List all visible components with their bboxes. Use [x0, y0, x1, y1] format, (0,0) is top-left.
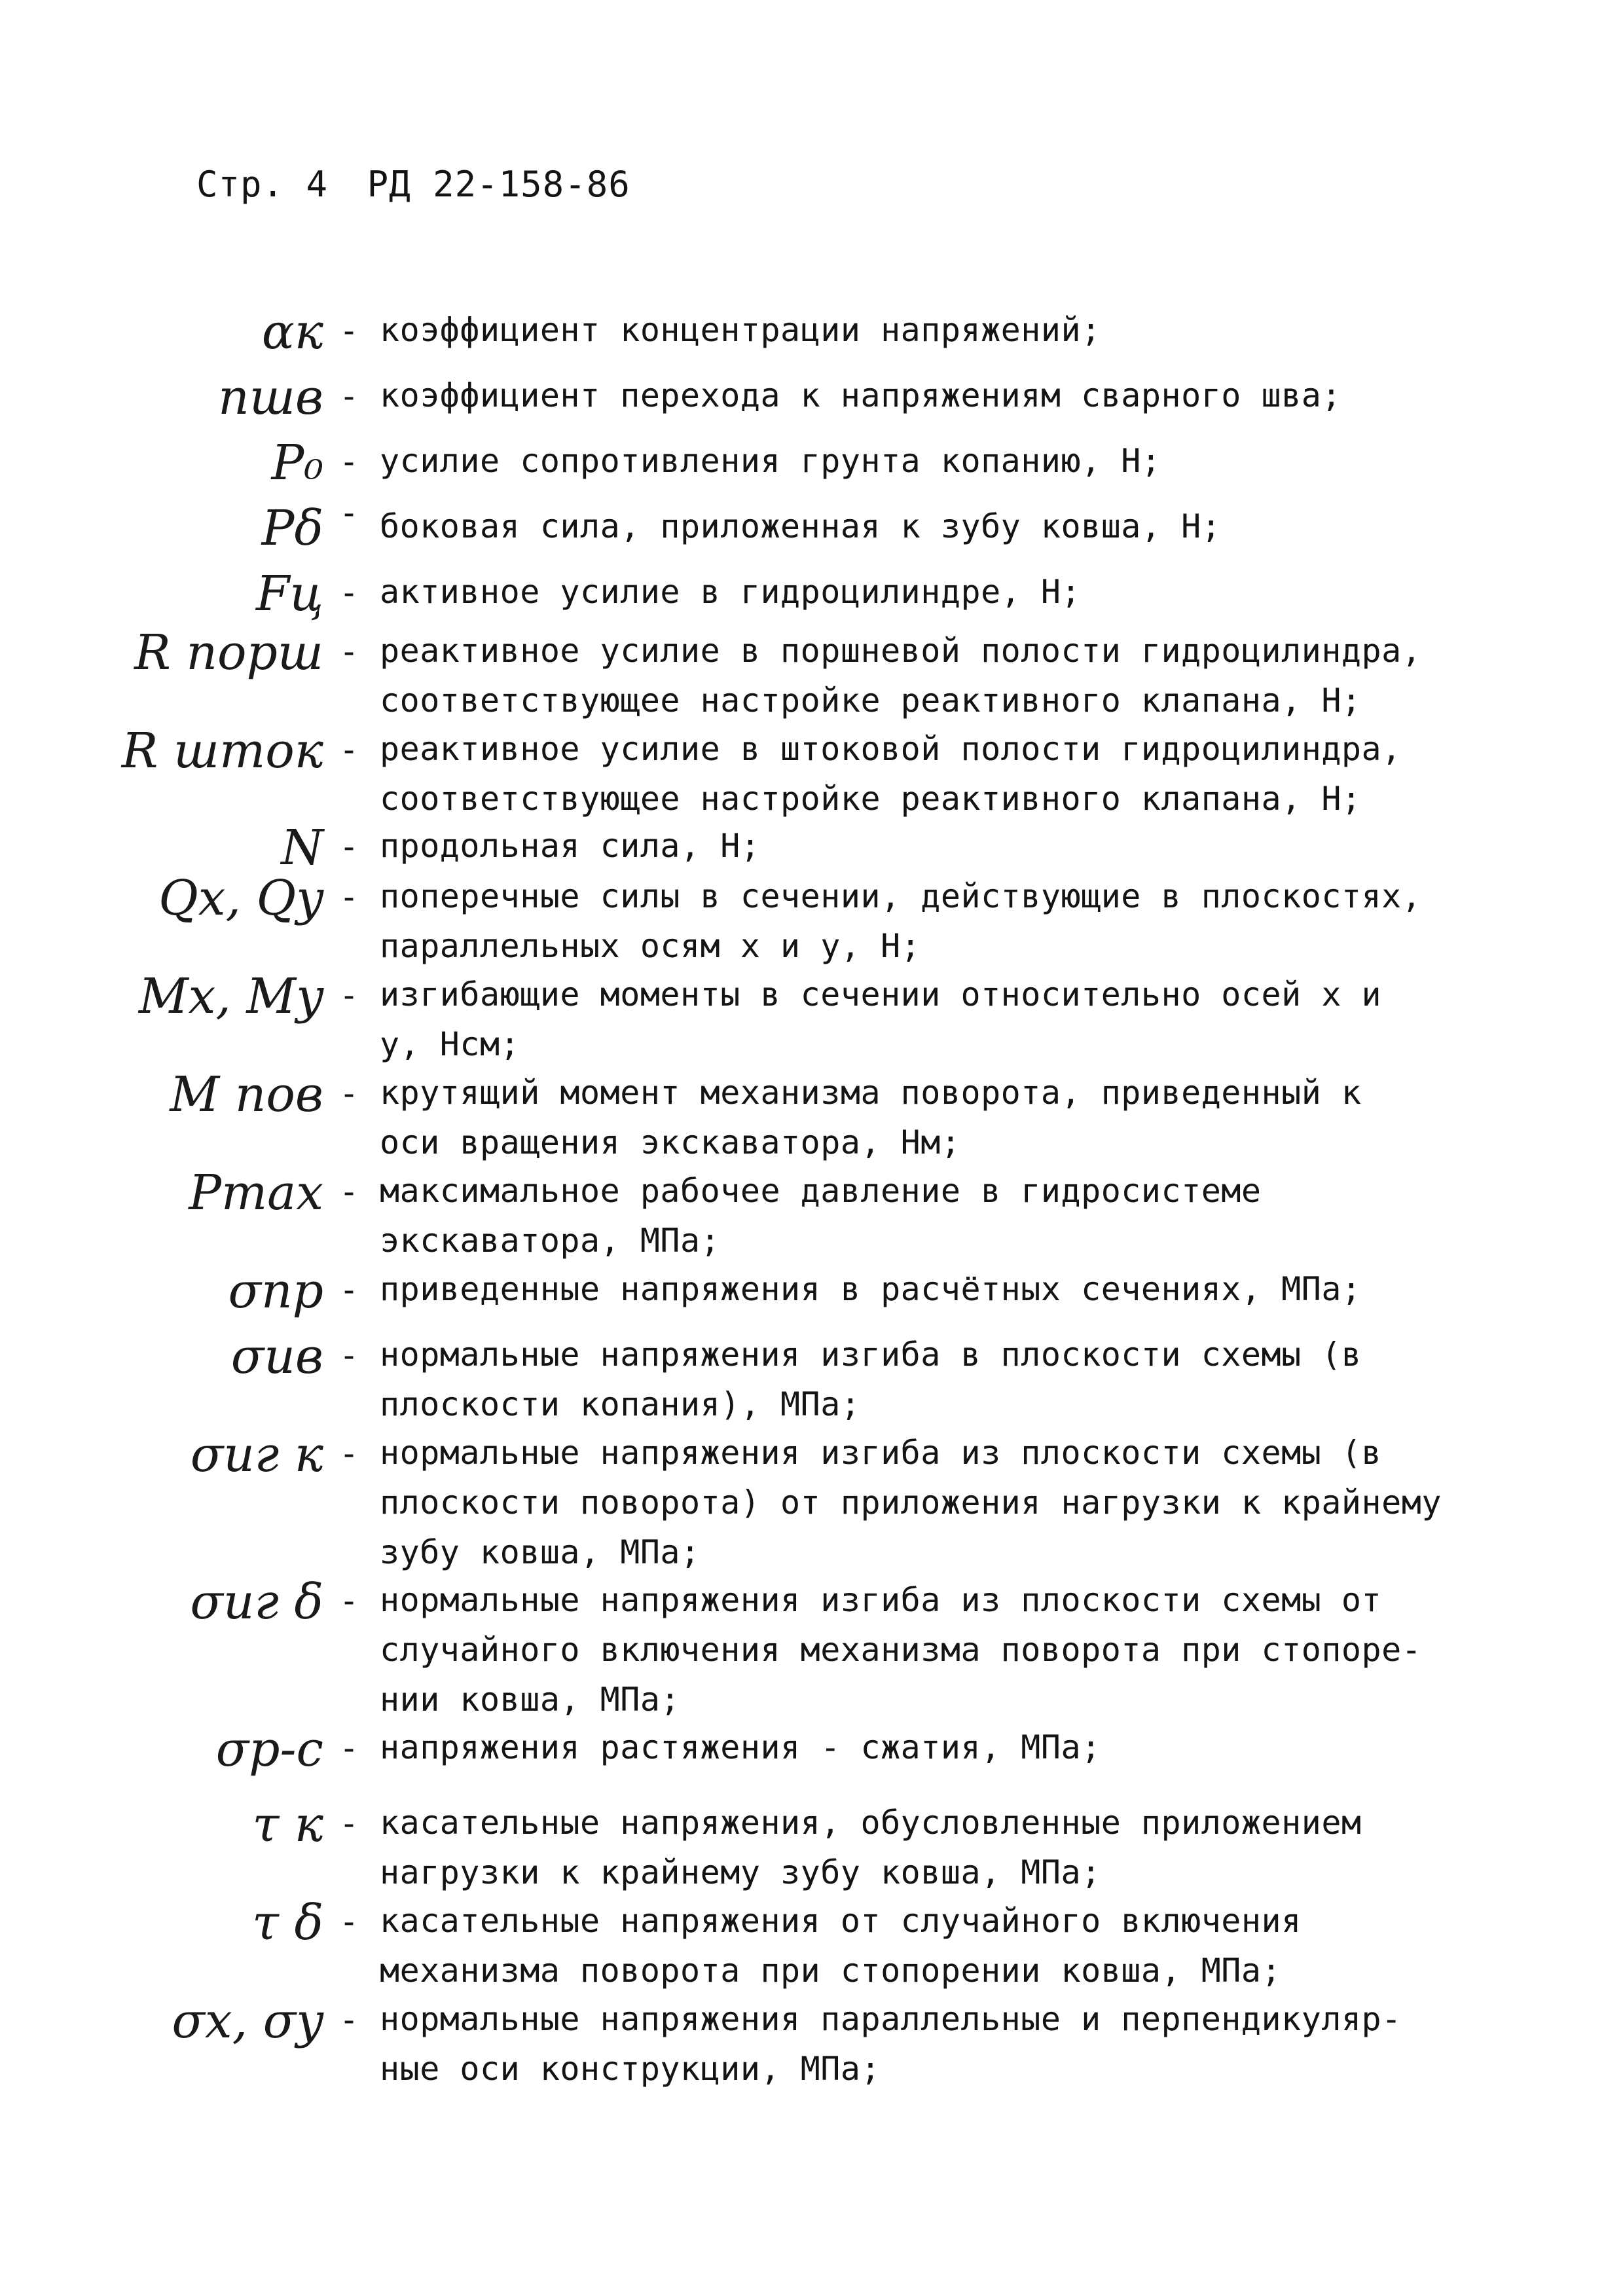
definition: нормальные напряжения изгиба из плоскости схемы (в плоскости поворота) от приложения нагрузки к крайнему зубу ковша, МПа; [380, 1434, 1442, 1571]
dash: - [339, 1729, 359, 1767]
definition: крутящий момент механизма поворота, приведенный к оси вращения экскаватора, Нм; [380, 1074, 1362, 1161]
symbol: nшв [218, 369, 323, 426]
definition: максимальное рабочее давление в гидросистеме экскаватора, МПа; [380, 1172, 1262, 1260]
dash: - [339, 976, 359, 1014]
dash: - [339, 1804, 359, 1842]
dash: - [339, 828, 359, 866]
symbol: Pδ [261, 500, 323, 556]
definition: нормальные напряжения изгиба из плоскости схемы от случайного включения механизма поворота при стопоре- нии ковша, МПа; [380, 1581, 1422, 1719]
dash: - [339, 1173, 359, 1211]
dash: - [339, 443, 359, 481]
page-header [196, 164, 647, 205]
definition: изгибающие моменты в сечении относительно осей x и у, Нсм; [380, 975, 1382, 1063]
dash: - [339, 2001, 359, 2039]
symbol: τ к [252, 1796, 323, 1853]
symbol: P₀ [271, 435, 323, 491]
symbol: σиг δ [190, 1574, 323, 1630]
symbol: αк [261, 304, 323, 360]
dash: - [339, 731, 359, 769]
definition: касательные напряжения, обусловленные приложением нагрузки к крайнему зубу ковша, МПа; [380, 1804, 1362, 1891]
definition: напряжения растяжения - сжатия, МПа; [380, 1728, 1101, 1766]
dash: - [339, 632, 359, 670]
symbol: Fц [256, 566, 323, 622]
dash: - [339, 574, 359, 611]
definition: коэффициент перехода к напряжениям сварного шва; [380, 376, 1341, 414]
definition: реактивное усилие в поршневой полости гидроцилиндра, соответствующее настройке реактивного клапана, Н; [380, 632, 1422, 720]
symbol: R порш [134, 625, 323, 681]
definition: приведенные напряжения в расчётных сечениях, МПа; [380, 1270, 1362, 1308]
symbol: σпр [228, 1263, 323, 1319]
definition: коэффициент концентрации напряжений; [380, 311, 1101, 349]
symbol: N [281, 820, 323, 876]
definition: касательные напряжения от случайного включения механизма поворота при стопорении ковша, МПа; [380, 1902, 1302, 1990]
dash: - [339, 377, 359, 415]
definition: активное усилие в гидроцилиндре, Н; [380, 573, 1082, 611]
symbol: σр-с [215, 1721, 323, 1777]
dash: - [339, 312, 359, 350]
symbol: τ δ [251, 1895, 323, 1951]
definition: реактивное усилие в штоковой полости гидроцилиндра, соответствующее настройке реактивного клапана, Н; [380, 730, 1402, 818]
symbol: σив [230, 1328, 323, 1385]
dash: - [339, 1434, 359, 1472]
symbol: Pmax [189, 1165, 323, 1221]
symbol: σx, σy [172, 1993, 323, 2049]
dash: - [339, 494, 359, 532]
symbol: R шток [121, 723, 323, 779]
definition: нормальные напряжения изгиба в плоскости схемы (в плоскости копания), МПа; [380, 1336, 1362, 1423]
dash: - [339, 1336, 359, 1374]
definition: боковая сила, приложенная к зубу ковша, Н; [380, 507, 1222, 545]
definition: продольная сила, Н; [380, 827, 761, 865]
page-number-label: Стр. 4 [196, 164, 329, 205]
dash: - [339, 1582, 359, 1620]
document-code: РД 22-158-86 [367, 164, 630, 205]
dash: - [339, 878, 359, 916]
definition: нормальные напряжения параллельные и перпендикуляр- ные оси конструкции, МПа; [380, 2000, 1402, 2088]
symbol: Qx, Qy [158, 870, 323, 926]
symbol: σиг к [190, 1427, 323, 1483]
definition: усилие сопротивления грунта копанию, Н; [380, 442, 1161, 480]
dash: - [339, 1271, 359, 1309]
symbol: Mx, My [138, 968, 323, 1025]
definition: поперечные силы в сечении, действующие в плоскостях, параллельных осям x и у, Н; [380, 877, 1422, 965]
symbol: M пов [170, 1066, 323, 1123]
dash: - [339, 1074, 359, 1112]
dash: - [339, 1903, 359, 1941]
